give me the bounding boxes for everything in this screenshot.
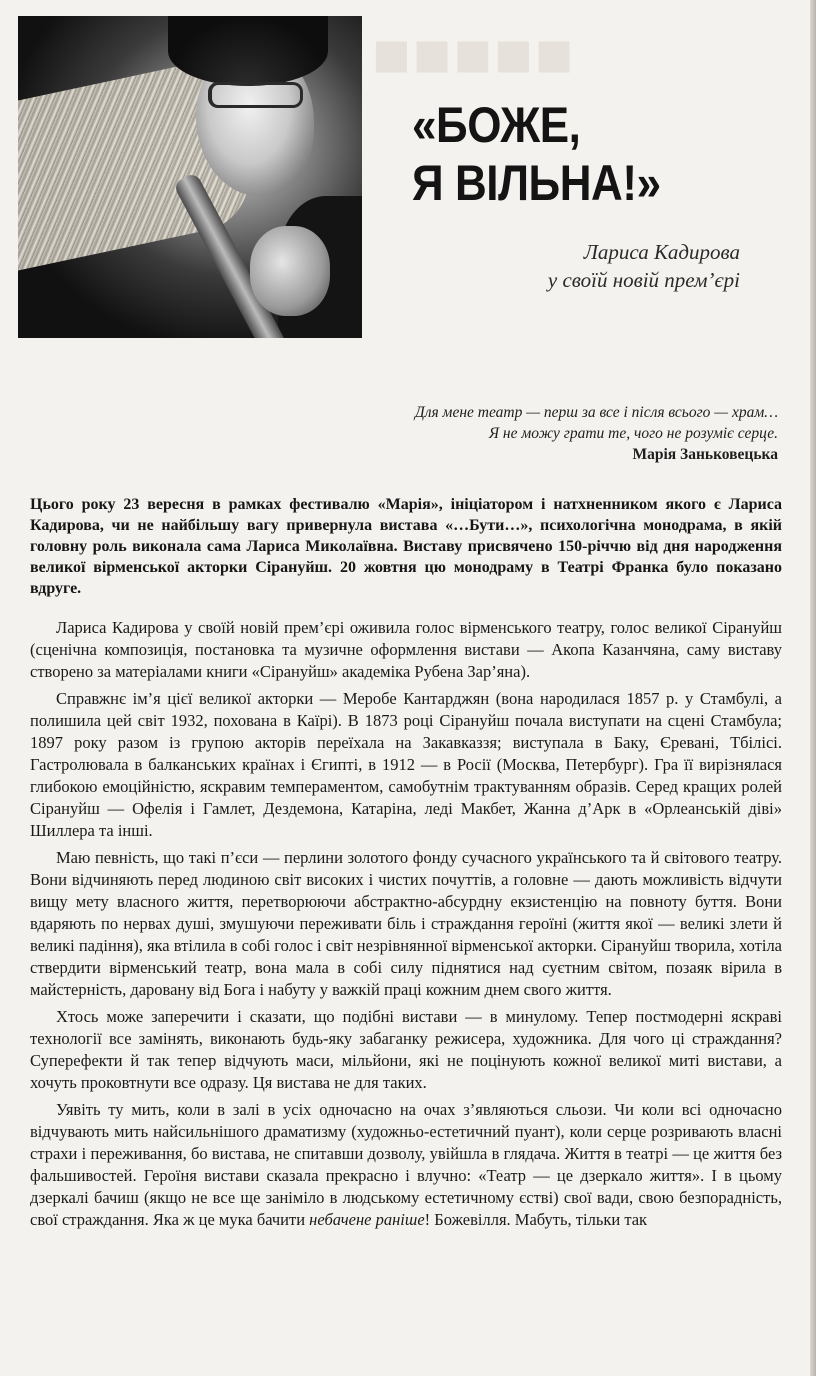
body-paragraph-1: Лариса Кадирова у своїй новій прем’єрі оживила голос вірменського театру, голос великої Сірануйш (сценічна композиція, постановка та музичне оформлення вистави — Акопа Казанчяна, саму виставу створено за матеріалами книги «Сірануйш» академіка Рубена Зар’яна). xyxy=(30,618,782,681)
body-paragraph-5-emphasis: небачене раніше xyxy=(309,1210,425,1229)
page-edge xyxy=(810,0,816,1376)
hat-shape xyxy=(168,16,328,86)
body-paragraph-4: Хтось може заперечити і сказати, що подібні вистави — в минулому. Тепер постмодерні яскраві технології все замінять, виконають будь-яку забаганку режисера, художника. Для чого ці страждання? Суперефекти й так тепер відчують маси, мільйони, які не поцінують кожної великої миті вистави, а хочуть проковтнути все одразу. Ця вистава не для таких. xyxy=(30,1007,782,1092)
body-paragraph-5-start: Уявіть ту мить, коли в залі в усіх одночасно на очах з’являються сльози. Чи коли всі одночасно відчувають мить найсильнішого драматизму (художньо-естетичний пуант), коли серце розривають власні страхи і переживання, бо вистава, не спитавши дозволу, увійшла в глядача. Життя в театрі — це життя без фальшивостей. Героїня вистави сказала прекрасно і влучно: «Театр — це дзеркало життя». І в цьому дзеркалі бачиш (якщо не все ще заніміло в людському естетичному єстві) свої вади, свою безпорадність, свої страждання. Яка ж це мука бачити xyxy=(30,1100,782,1229)
article-headline xyxy=(412,96,729,212)
headline-line-1: «БОЖЕ, xyxy=(412,97,581,153)
epigraph-line-1: Для мене театр — перш за все і після всього — храм… xyxy=(414,404,778,421)
bleed-through-title: ■■■■■ xyxy=(372,19,576,90)
actress-photo xyxy=(18,16,362,338)
body-paragraph-3: Маю певність, що такі п’єси — перлини золотого фонду сучасного українського та й світового театру. Вони відчиняють перед людиною світ високих і чистих почуттів, а головне — дають можливість відчути вищу мету власного життя, перетворюючи абстрактно-абсурдну екзистенцію на повноту буття. Вони вдаряють по нервах душі, змушуючи переживати біль і страждання героїні (життя якої — великі злети й великі падіння), яка втілила в собі голос і світ незрівнянної вірменської акторки. Сірануйш творила, хотіла ствердити вірменський театр, вона мала в собі силу піднятися над суєтним світом, позаяк вірила в майстерність, даровану від Бога і набуту у важкій праці кожним днем свого життя. xyxy=(30,848,782,999)
photo-caption xyxy=(420,238,740,294)
caption-line-1: Лариса Кадирова xyxy=(583,240,740,264)
glasses-shape xyxy=(208,82,303,108)
headline-line-2: Я ВІЛЬНА!» xyxy=(412,155,661,211)
body-paragraph-5-end: ! Божевілля. Мабуть, тільки так xyxy=(424,1210,648,1229)
epigraph-author: Марія Заньковецька xyxy=(632,446,778,463)
epigraph xyxy=(250,402,778,465)
epigraph-line-2: Я не можу грати те, чого не розуміє серце. xyxy=(488,425,778,442)
article-body xyxy=(30,617,782,1236)
lead-paragraph: Цього року 23 вересня в рамках фестивалю «Марія», ініціатором і натхненником якого є Лариса Кадирова, чи не найбільшу вагу привернула вистава «…Бути…», психологічна монодрама, в якій головну роль виконала сама Лариса Миколаївна. Виставу присвячено 150-річчю від дня народження великої вірменської акторки Сірануйш. 20 жовтня цю монодраму в Театрі Франка було показано вдруге. xyxy=(30,496,782,597)
body-paragraph-5 xyxy=(30,1099,782,1231)
hand-shape xyxy=(250,226,330,316)
body-paragraph-2: Справжнє ім’я цієї великої акторки — Меробе Кантарджян (вона народилася 1857 р. у Стамбулі, а полишила цей світ 1932, похована в Каїрі). В 1873 році Сірануйш почала виступати на сцені Стамбула; 1897 року разом із групою акторів переїхала на Закавказзя; виступала в Баку, Єревані, Тбілісі. Гастролювала в балканських країнах і Єгипті, в 1912 — в Росії (Москва, Петербург). Гра її вирізнялася глибокою емоційністю, яскравим темпераментом, самобутнім трактуванням образів. Серед кращих ролей Сірануйш — Офелія і Гамлет, Дездемона, Катаріна, леді Макбет, Жанна д’Арк в «Орлеанській діві» Шиллера та інші. xyxy=(30,689,782,840)
caption-line-2: у своїй новій прем’єрі xyxy=(547,268,740,292)
